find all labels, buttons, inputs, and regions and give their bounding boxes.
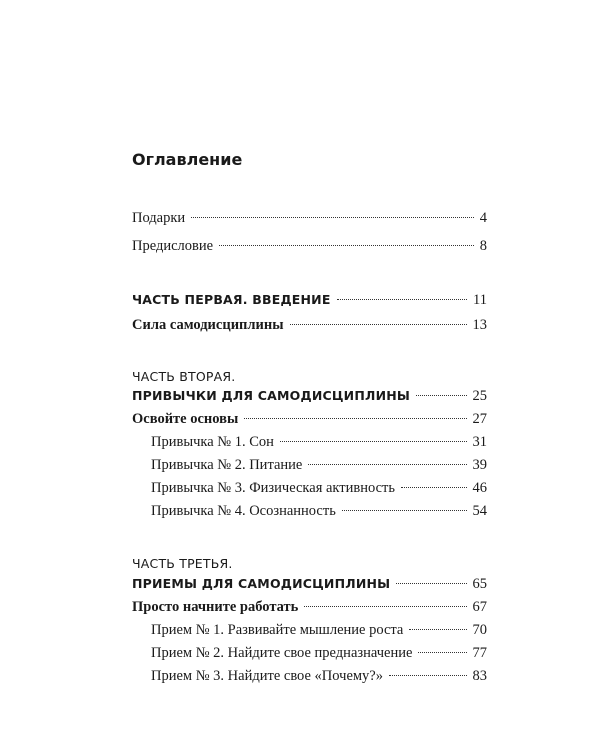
toc-entry-gifts[interactable]: [132, 209, 487, 227]
toc-entry-page: 39: [472, 457, 487, 473]
dot-leader: [389, 675, 467, 676]
toc-entry-page: 77: [472, 645, 487, 661]
toc-part-three[interactable]: [132, 575, 487, 593]
dot-leader: [244, 418, 466, 419]
toc-chapter-basics[interactable]: [132, 410, 487, 428]
toc-heading: Оглавление: [132, 150, 243, 169]
toc-item-title: Привычка № 3. Физическая активность: [151, 480, 395, 496]
toc-chapter-title: Освойте основы: [132, 411, 239, 427]
toc-entry-page: 27: [472, 411, 487, 427]
toc-entry-page: 8: [479, 238, 487, 254]
toc-entry-page: 25: [472, 388, 487, 404]
toc-item[interactable]: [151, 433, 487, 451]
toc-part-two[interactable]: [132, 387, 487, 405]
toc-part-title: ПРИЕМЫ ДЛЯ САМОДИСЦИПЛИНЫ: [132, 576, 391, 591]
toc-entry-page: 4: [479, 210, 487, 226]
toc-chapter-start[interactable]: [132, 598, 487, 616]
toc-entry-title: Подарки: [132, 210, 186, 226]
toc-part-title: ПРИВЫЧКИ ДЛЯ САМОДИСЦИПЛИНЫ: [132, 388, 411, 403]
dot-leader: [409, 629, 466, 630]
dot-leader: [418, 652, 466, 653]
toc-entry-page: 83: [472, 668, 487, 684]
dot-leader: [337, 299, 467, 300]
toc-item-title: Привычка № 1. Сон: [151, 434, 274, 450]
toc-item[interactable]: [151, 667, 487, 685]
toc-entry-page: 54: [472, 503, 487, 519]
dot-leader: [290, 324, 467, 325]
table-of-contents: [132, 0, 487, 750]
dot-leader: [342, 510, 467, 511]
toc-item[interactable]: [151, 456, 487, 474]
toc-entry-preface[interactable]: [132, 237, 487, 255]
toc-item[interactable]: [151, 621, 487, 639]
toc-entry-page: 70: [472, 622, 487, 638]
toc-chapter-title: Сила самодисциплины: [132, 317, 284, 333]
toc-item[interactable]: [151, 644, 487, 662]
toc-part-one[interactable]: [132, 291, 487, 309]
toc-entry-page: 11: [473, 292, 487, 308]
dot-leader: [304, 606, 466, 607]
toc-entry-page: 46: [472, 480, 487, 496]
toc-entry-page: 31: [472, 434, 487, 450]
toc-item-title: Прием № 3. Найдите свое «Почему?»: [151, 668, 383, 684]
toc-item-title: Привычка № 2. Питание: [151, 457, 303, 473]
toc-chapter-power[interactable]: [132, 316, 487, 334]
toc-item[interactable]: [151, 479, 487, 497]
dot-leader: [280, 441, 467, 442]
toc-chapter-title: Просто начните работать: [132, 599, 299, 615]
toc-entry-page: 13: [472, 317, 487, 333]
toc-entry-page: 65: [472, 576, 487, 592]
toc-part-three-label: ЧАСТЬ ТРЕТЬЯ.: [132, 556, 233, 571]
toc-item-title: Прием № 1. Развивайте мышление роста: [151, 622, 404, 638]
dot-leader: [416, 395, 466, 396]
toc-part-two-label: ЧАСТЬ ВТОРАЯ.: [132, 369, 236, 384]
dot-leader: [401, 487, 467, 488]
toc-part-title: ЧАСТЬ ПЕРВАЯ. ВВЕДЕНИЕ: [132, 292, 331, 307]
toc-item[interactable]: [151, 502, 487, 520]
toc-entry-page: 67: [472, 599, 487, 615]
toc-entry-title: Предисловие: [132, 238, 214, 254]
toc-item-title: Прием № 2. Найдите свое предназначение: [151, 645, 413, 661]
toc-item-title: Привычка № 4. Осознанность: [151, 503, 336, 519]
dot-leader: [219, 245, 474, 246]
dot-leader: [396, 583, 466, 584]
dot-leader: [308, 464, 466, 465]
dot-leader: [191, 217, 474, 218]
